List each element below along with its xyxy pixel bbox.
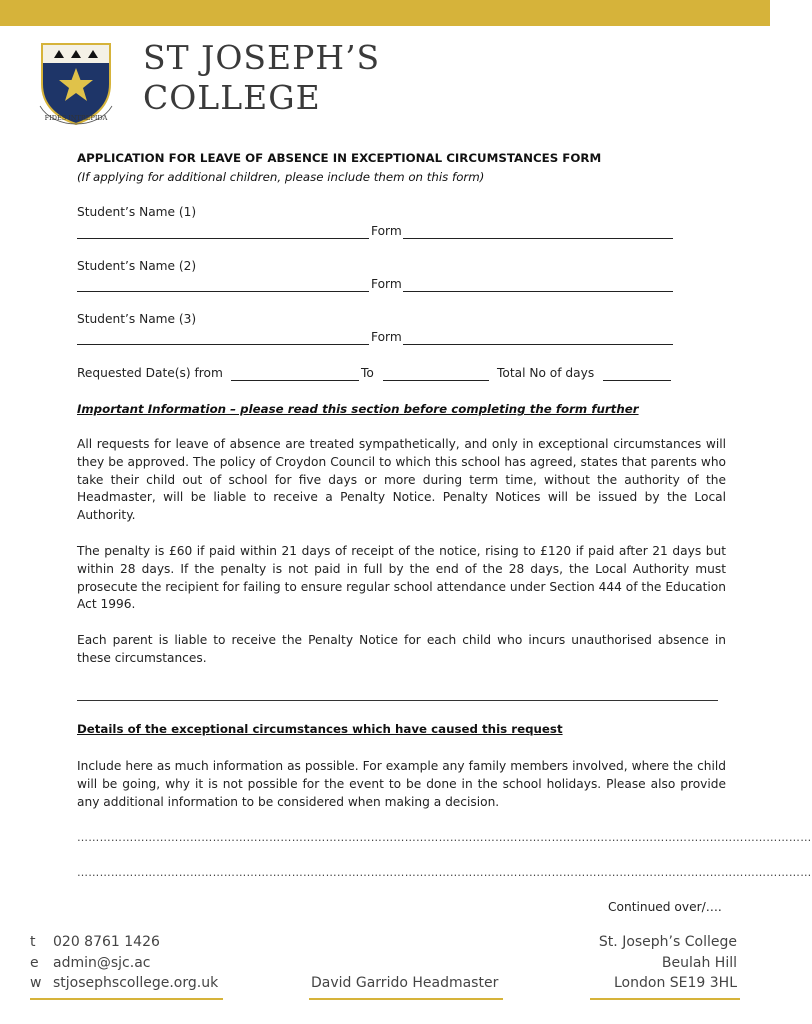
student-2-label: Student’s Name (2): [77, 259, 197, 273]
headmaster-name: David Garrido Headmaster: [311, 975, 499, 991]
date-from-label: Requested Date(s) from: [77, 366, 223, 380]
important-para-2: The penalty is £60 if paid within 21 days of receipt of the notice, rising to £120 if paid after 21 days but within 28 days. If the penalty is not paid in full by the end of the 28 days, the Local Authority must prosecute the recipient for failing to ensure regular school attendance under Section 444 of the Education Act 1996.: [77, 544, 726, 612]
student-3-name-field[interactable]: [77, 330, 369, 345]
section-divider: [77, 700, 718, 701]
student-2-form-label: Form: [371, 277, 402, 291]
total-days-field[interactable]: [603, 366, 671, 381]
date-to-label: To: [361, 366, 374, 380]
school-name-line2: COLLEGE: [143, 78, 321, 117]
important-info-heading: Important Information – please read this section before completing the form further: [77, 402, 639, 416]
important-para-3: Each parent is liable to receive the Penalty Notice for each child who incurs unauthorised absence in these circumstances.: [77, 633, 726, 665]
college-crest-logo: [36, 40, 116, 126]
address-line-1: St. Joseph’s College: [598, 934, 737, 950]
student-1-form-field[interactable]: [403, 224, 673, 239]
student-3-label: Student’s Name (3): [77, 312, 197, 326]
website-prefix: w: [30, 975, 42, 991]
date-from-field[interactable]: [231, 366, 359, 381]
student-1-label: Student’s Name (1): [77, 205, 197, 219]
student-2-name-field[interactable]: [77, 277, 369, 292]
student-3-form-field[interactable]: [403, 330, 673, 345]
important-para-1: All requests for leave of absence are treated sympathetically, and only in exceptional circumstances will they be approved. The policy of Croydon Council to which this school has agreed, states that parents who take their child out of school for five days or more during term time, without the authority of the Headmaster, will be liable to receive a Penalty Notice. Penalty Notices will be issued by the Local Authority.: [77, 437, 726, 523]
form-subtitle: (If applying for additional children, please include them on this form): [77, 170, 485, 184]
details-answer-line-1[interactable]: ……………………………………………………………………………………………………………………………………………………………………………: [77, 831, 812, 844]
phone-prefix: t: [30, 934, 36, 950]
school-name-line1: ST JOSEPH’S: [143, 38, 381, 77]
total-days-label: Total No of days: [497, 366, 595, 380]
website-link[interactable]: stjosephscollege.org.uk: [53, 975, 219, 991]
student-1-form-label: Form: [371, 224, 402, 238]
date-to-field[interactable]: [383, 366, 489, 381]
crest-motto: FIDES INTREPIDA: [44, 114, 108, 122]
address-line-3: London SE19 3HL: [614, 975, 737, 991]
footer-gold-rule-right: [590, 998, 740, 1000]
email-prefix: e: [30, 955, 39, 971]
email-address[interactable]: admin@sjc.ac: [53, 955, 151, 971]
student-3-form-label: Form: [371, 330, 402, 344]
school-name: [143, 38, 380, 118]
details-answer-line-2[interactable]: ……………………………………………………………………………………………………………………………………………………………………………: [77, 866, 812, 879]
top-gold-bar: [0, 0, 770, 26]
form-title: APPLICATION FOR LEAVE OF ABSENCE IN EXCEPTIONAL CIRCUMSTANCES FORM: [77, 151, 602, 165]
student-2-form-field[interactable]: [403, 277, 673, 292]
student-1-name-field[interactable]: [77, 224, 369, 239]
phone-number: 020 8761 1426: [53, 934, 160, 950]
footer-gold-rule-left: [30, 998, 223, 1000]
continued-over: Continued over/….: [608, 900, 722, 914]
details-heading: Details of the exceptional circumstances which have caused this request: [77, 722, 563, 736]
address-line-2: Beulah Hill: [661, 955, 737, 971]
details-instructions: Include here as much information as possible. For example any family members involved, where the child will be going, why it is not possible for the event to be done in the school holidays. Please also provide any additional information to be considered when making a decision.: [77, 759, 726, 809]
footer-gold-rule-center: [309, 998, 503, 1000]
